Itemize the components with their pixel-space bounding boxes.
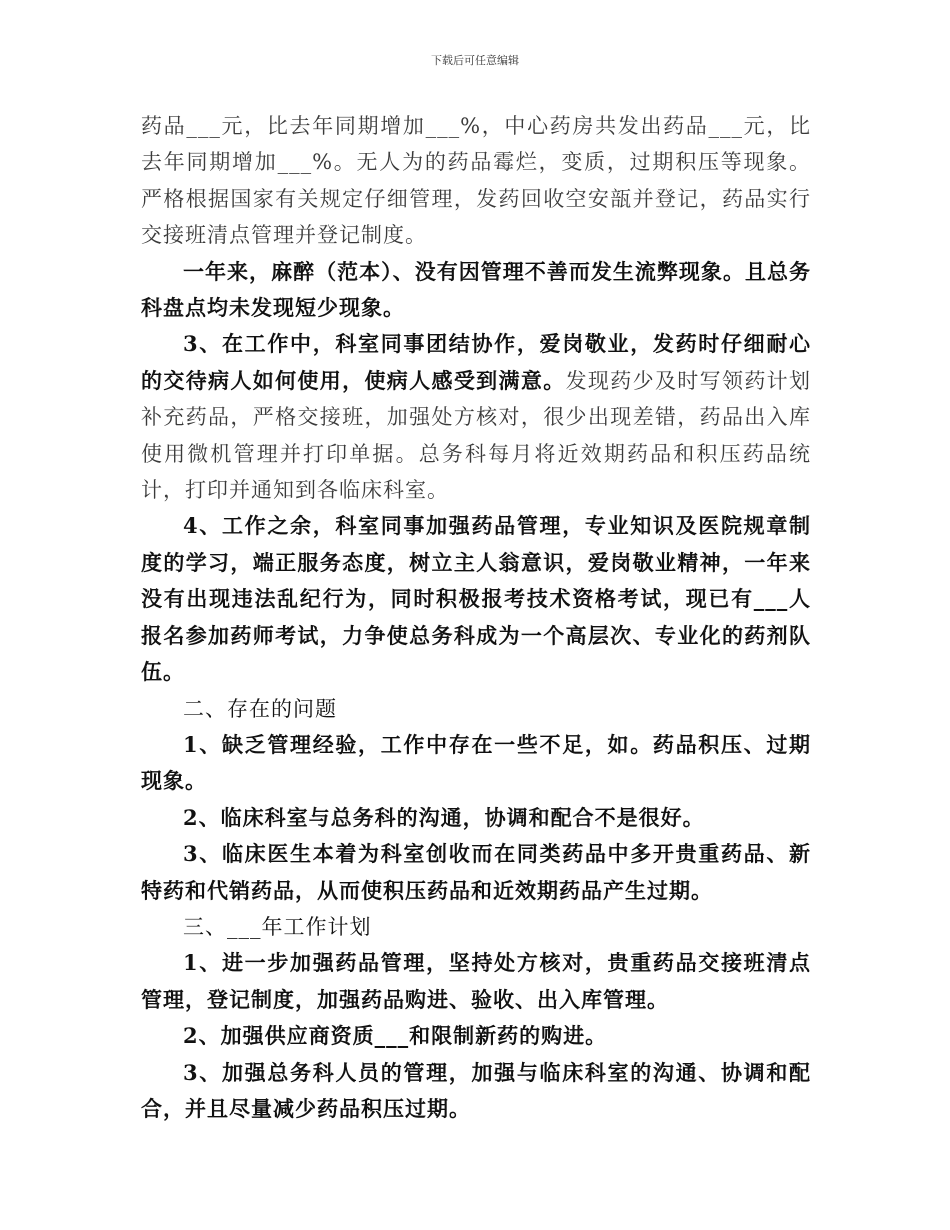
paragraph-study: 4、工作之余，科室同事加强药品管理，专业知识及医院规章制度的学习，端正服务态度，树立主人翁意识，爱岗敬业精神，一年来没有出现违法乱纪行为，同时积极报考技术资格考试，现已有___人报名参加药师考试，力争使总务科成为一个高层次、专业化的药剂队伍。 — [141, 513, 811, 685]
plan-item-1: 1、进一步加强药品管理，坚持处方核对，贵重药品交接班清点管理，登记制度，加强药品购进、验收、出入库管理。 — [141, 950, 811, 1012]
teamwork-detail-text: 发现药少及时写领药计划补充药品，严格交接班，加强处方核对，很少出现差错，药品出入库使用微机管理并打印单据。总务科每月将近效期药品和积压药品统计，打印并通知到各临床科室。 — [141, 368, 812, 503]
plan-item-3: 3、加强总务科人员的管理，加强与临床科室的沟通、协调和配合，并且尽量减少药品积压过期。 — [141, 1059, 811, 1121]
page-header: 下载后可任意编辑 — [431, 54, 519, 67]
section-heading-plan: 三、___年工作计划 — [183, 914, 372, 939]
problem-item-2: 2、临床科室与总务科的沟通，协调和配合不是很好。 — [183, 804, 705, 830]
section-heading-problems: 二、存在的问题 — [183, 696, 337, 721]
paragraph-anesthetic-management: 一年来，麻醉（范本）、没有因管理不善而发生流弊现象。且总务科盘点均未发现短少现象。 — [141, 258, 811, 321]
problem-item-3: 3、临床医生本着为科室创收而在同类药品中多开贵重药品、新特药和代销药品，从而使积压药品和近效期药品产生过期。 — [141, 841, 811, 903]
paragraph-teamwork — [141, 326, 811, 508]
paragraph-drug-statistics: 药品___元，比去年同期增加___%，中心药房共发出药品___元，比去年同期增加___%。无人为的药品霉烂，变质，过期积压等现象。严格根据国家有关规定仔细管理，发药回收空安瓿并登记，药品实行交接班清点管理并登记制度。 — [141, 114, 811, 248]
problem-item-1: 1、缺乏管理经验，工作中存在一些不足，如。药品积压、过期现象。 — [141, 731, 811, 794]
document-body — [141, 108, 811, 1127]
plan-item-2: 2、加强供应商资质___和限制新药的购进。 — [183, 1023, 608, 1049]
teamwork-lead-text: 3、在工作中，科室同事团结协作，爱岗敬业，发药时仔细耐心的交待病人如何使用，使病人感受到满意。 — [141, 331, 811, 393]
